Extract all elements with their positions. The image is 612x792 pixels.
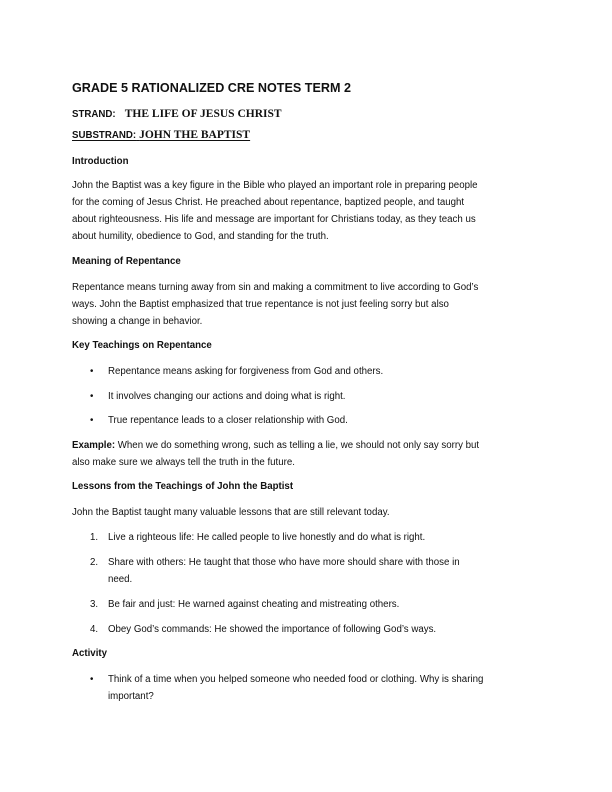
paragraph-line: about righteousness. His life and message are important for Christians today, as they teach us	[72, 214, 476, 225]
meaning-paragraph	[72, 279, 542, 330]
lessons-heading: Lessons from the Teachings of John the Baptist	[72, 481, 294, 492]
document-title: GRADE 5 RATIONALIZED CRE NOTES TERM 2	[72, 81, 351, 95]
bullet-icon: •	[90, 366, 94, 377]
bullet-icon: •	[90, 415, 94, 426]
activity-heading: Activity	[72, 648, 107, 659]
lessons-list: 1. Live a righteous life: He called people to live honestly and do what is right. 2. Share with others: He taught that those who have more should share with those in need. 3. Be fair and just: He warned against cheating and mistreating others. 4. Obey God’s commands: He showed the importance of following God’s ways.	[90, 532, 460, 635]
substrand-value: JOHN THE BAPTIST	[139, 129, 251, 141]
bullet-icon: •	[90, 391, 94, 402]
paragraph-line: Repentance means turning away from sin and making a commitment to live according to God’s	[72, 282, 479, 293]
strand-line	[72, 107, 542, 122]
paragraph-line: for the coming of Jesus Christ. He preached about repentance, baptized people, and taught	[72, 197, 465, 208]
paragraph-line: ways. John the Baptist emphasized that true repentance is not just feeling sorry but also	[72, 299, 449, 310]
meaning-heading: Meaning of Repentance	[72, 256, 181, 267]
introduction-paragraph	[72, 177, 542, 245]
paragraph-line: showing a change in behavior.	[72, 316, 203, 327]
paragraph-line: about humility, obedience to God, and standing for the truth.	[72, 231, 329, 242]
strand-label: STRAND:	[72, 109, 116, 120]
activity-list: • Think of a time when you helped someone who needed food or clothing. Why is sharing important?	[72, 671, 542, 711]
introduction-heading: Introduction	[72, 156, 129, 167]
bullet-icon: •	[90, 674, 94, 685]
example-label: Example:	[72, 440, 116, 451]
lessons-intro: John the Baptist taught many valuable lessons that are still relevant today.	[72, 507, 390, 518]
substrand-line	[72, 128, 542, 143]
substrand-label: SUBSTRAND:	[72, 130, 137, 141]
key-teachings-list: • Repentance means asking for forgiveness from God and others. • It involves changing our actions and doing what is right. • True repentance leads to a closer relationship with God.	[72, 363, 542, 443]
paragraph-line: John the Baptist was a key figure in the Bible who played an important role in preparing people	[72, 180, 478, 191]
example-paragraph: Example: When we do something wrong, such as telling a lie, we should not only say sorry but also make sure we always tell the truth in the future.	[72, 440, 480, 468]
strand-value: THE LIFE OF JESUS CHRIST	[124, 108, 282, 120]
key-teachings-heading: Key Teachings on Repentance	[72, 340, 212, 351]
